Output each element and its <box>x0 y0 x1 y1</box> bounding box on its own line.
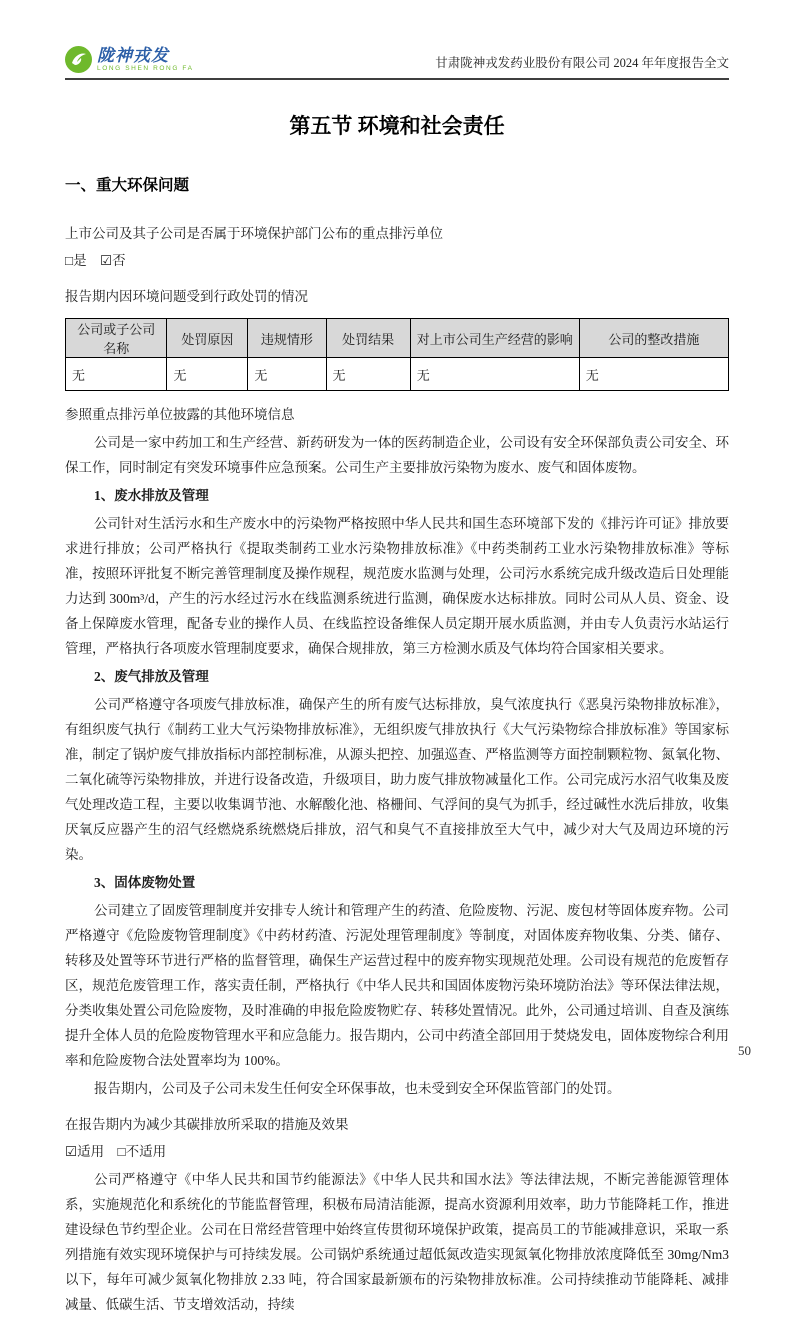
checkbox-yes: □是 <box>65 253 87 268</box>
subheading-wastegas: 2、废气排放及管理 <box>94 669 209 684</box>
col-header-result: 处罚结果 <box>326 319 410 358</box>
carbon-answer <box>65 1139 729 1164</box>
key-polluter-answer <box>65 248 729 273</box>
penalty-table-header-row <box>66 319 729 358</box>
section-title: 一、重大环保问题 <box>65 177 190 194</box>
page-number: 50 <box>738 1043 751 1058</box>
subheading-solid-waste: 3、固体废物处置 <box>94 875 196 890</box>
company-logo <box>65 46 194 73</box>
col-header-violation: 违规情形 <box>248 319 326 358</box>
other-env-info-caption: 参照重点排污单位披露的其他环境信息 <box>65 407 295 422</box>
paragraph-wastewater: 公司针对生活污水和生产废水中的污染物严格按照中华人民共和国生态环境部下发的《排污许可证》排放要求进行排放；公司严格执行《提取类制药工业水污染物排放标准》《中药类制药工业水污染物排放标准》等标准，按照环评批复不断完善管理制度及操作规程，规范废水监测与处理，公司污水系统完成升级改造后日处理能力达到 300m³/d，产生的污水经过污水在线监测系统进行监测，确保废水达标排放。同时公司从人员、资金、设备上保障废水管理，配备专业的操作人员、在线监控设备维保人员定期开展水质监测，并由专人负责污水站运行管理，严格执行各项废水管理制度要求，确保合规排放，第三方检测水质及气体均符合国家相关要求。 <box>65 516 729 656</box>
cell-reason: 无 <box>167 358 248 391</box>
document-title: 甘肃陇神戎发药业股份有限公司 2024 年年度报告全文 <box>435 56 729 70</box>
carbon-caption: 在报告期内为减少其碳排放所采取的措施及效果 <box>65 1117 349 1132</box>
cell-company: 无 <box>66 358 167 391</box>
cell-rectification: 无 <box>579 358 728 391</box>
admin-penalty-caption: 报告期内因环境问题受到行政处罚的情况 <box>65 289 308 304</box>
cell-impact: 无 <box>410 358 579 391</box>
penalty-table <box>65 318 729 391</box>
checkbox-not-applicable: □不适用 <box>117 1144 167 1159</box>
chapter-title: 第五节 环境和社会责任 <box>289 114 505 138</box>
paragraph-no-accident: 报告期内，公司及子公司未发生任何安全环保事故，也未受到安全环保监管部门的处罚。 <box>94 1081 621 1096</box>
question-key-polluter: 上市公司及其子公司是否属于环境保护部门公布的重点排污单位 <box>65 226 443 241</box>
checkbox-applicable-checked: ☑适用 <box>65 1144 105 1159</box>
company-logo-icon <box>65 46 92 73</box>
table-row <box>66 358 729 391</box>
paragraph-intro: 公司是一家中药加工和生产经营、新药研发为一体的医药制造企业，公司设有安全环保部负责公司安全、环保工作，同时制定有突发环境事件应急预案。公司生产主要排放污染物为废水、废气和固体废物。 <box>65 435 729 475</box>
checkbox-no-checked: ☑否 <box>100 253 126 268</box>
logo-company-name-en: LONG SHEN RONG FA <box>97 64 194 72</box>
cell-result: 无 <box>326 358 410 391</box>
col-header-company: 公司或子公司名称 <box>66 319 167 358</box>
col-header-rectification: 公司的整改措施 <box>579 319 728 358</box>
paragraph-wastegas: 公司严格遵守各项废气排放标准，确保产生的所有废气达标排放，臭气浓度执行《恶臭污染物排放标准》，有组织废气执行《制药工业大气污染物排放标准》，无组织废气排放执行《大气污染物综合排放标准》等国家标准，制定了锅炉废气排放指标内部控制标准，从源头把控、加强巡查、严格监测等方面控制颗粒物、氮氧化物、二氧化硫等污染物排放，并进行设备改造，升级项目，助力废气排放物减量化工作。公司完成污水沼气收集及废气处理改造工程，主要以收集调节池、水解酸化池、格栅间、气浮间的臭气为抓手，经过碱性水洗后排放，收集厌氧反应器产生的沼气经燃烧系统燃烧后排放，沼气和臭气不直接排放至大气中，减少对大气及周边环境的污染。 <box>65 697 729 862</box>
col-header-reason: 处罚原因 <box>167 319 248 358</box>
page-header <box>65 0 729 80</box>
subheading-wastewater: 1、废水排放及管理 <box>94 488 209 503</box>
cell-violation: 无 <box>248 358 326 391</box>
logo-company-name: 陇神戎发 <box>97 45 169 65</box>
col-header-impact: 对上市公司生产经营的影响 <box>410 319 579 358</box>
paragraph-solid-waste: 公司建立了固废管理制度并安排专人统计和管理产生的药渣、危险废物、污泥、废包材等固体废弃物。公司严格遵守《危险废物管理制度》《中药材药渣、污泥处理管理制度》等制度，对固体废弃物收集、分类、储存、转移及处置等环节进行严格的监督管理，确保生产运营过程中的废弃物实现规范处理。公司设有规范的危废暂存区，规范危废管理工作，落实责任制，严格执行《中华人民共和国固体废物污染环境防治法》等环保法律法规，分类收集处置公司危险废物，及时准确的申报危险废物贮存、转移处置情况。此外，公司通过培训、自查及演练提升全体人员的危险废物管理水平和应急能力。报告期内，公司中药渣全部回用于焚烧发电，固体废物综合利用率和危险废物合法处置率均为 100%。 <box>65 903 729 1068</box>
paragraph-carbon: 公司严格遵守《中华人民共和国节约能源法》《中华人民共和国水法》等法律法规，不断完善能源管理体系，实施规范化和系统化的节能监督管理，积极布局清洁能源，提高水资源利用效率，助力节能降耗工作，推进建设绿色节约型企业。公司在日常经营管理中始终宣传贯彻环境保护政策，提高员工的节能减排意识，采取一系列措施有效实现环境保护与可持续发展。公司锅炉系统通过超低氮改造实现氮氧化物排放浓度降低至 30mg/Nm3 以下，每年可减少氮氧化物排放 2.33 吨，符合国家最新颁布的污染物排放标准。公司持续推动节能降耗、减排减量、低碳生活、节支增效活动，持续 <box>65 1172 729 1312</box>
